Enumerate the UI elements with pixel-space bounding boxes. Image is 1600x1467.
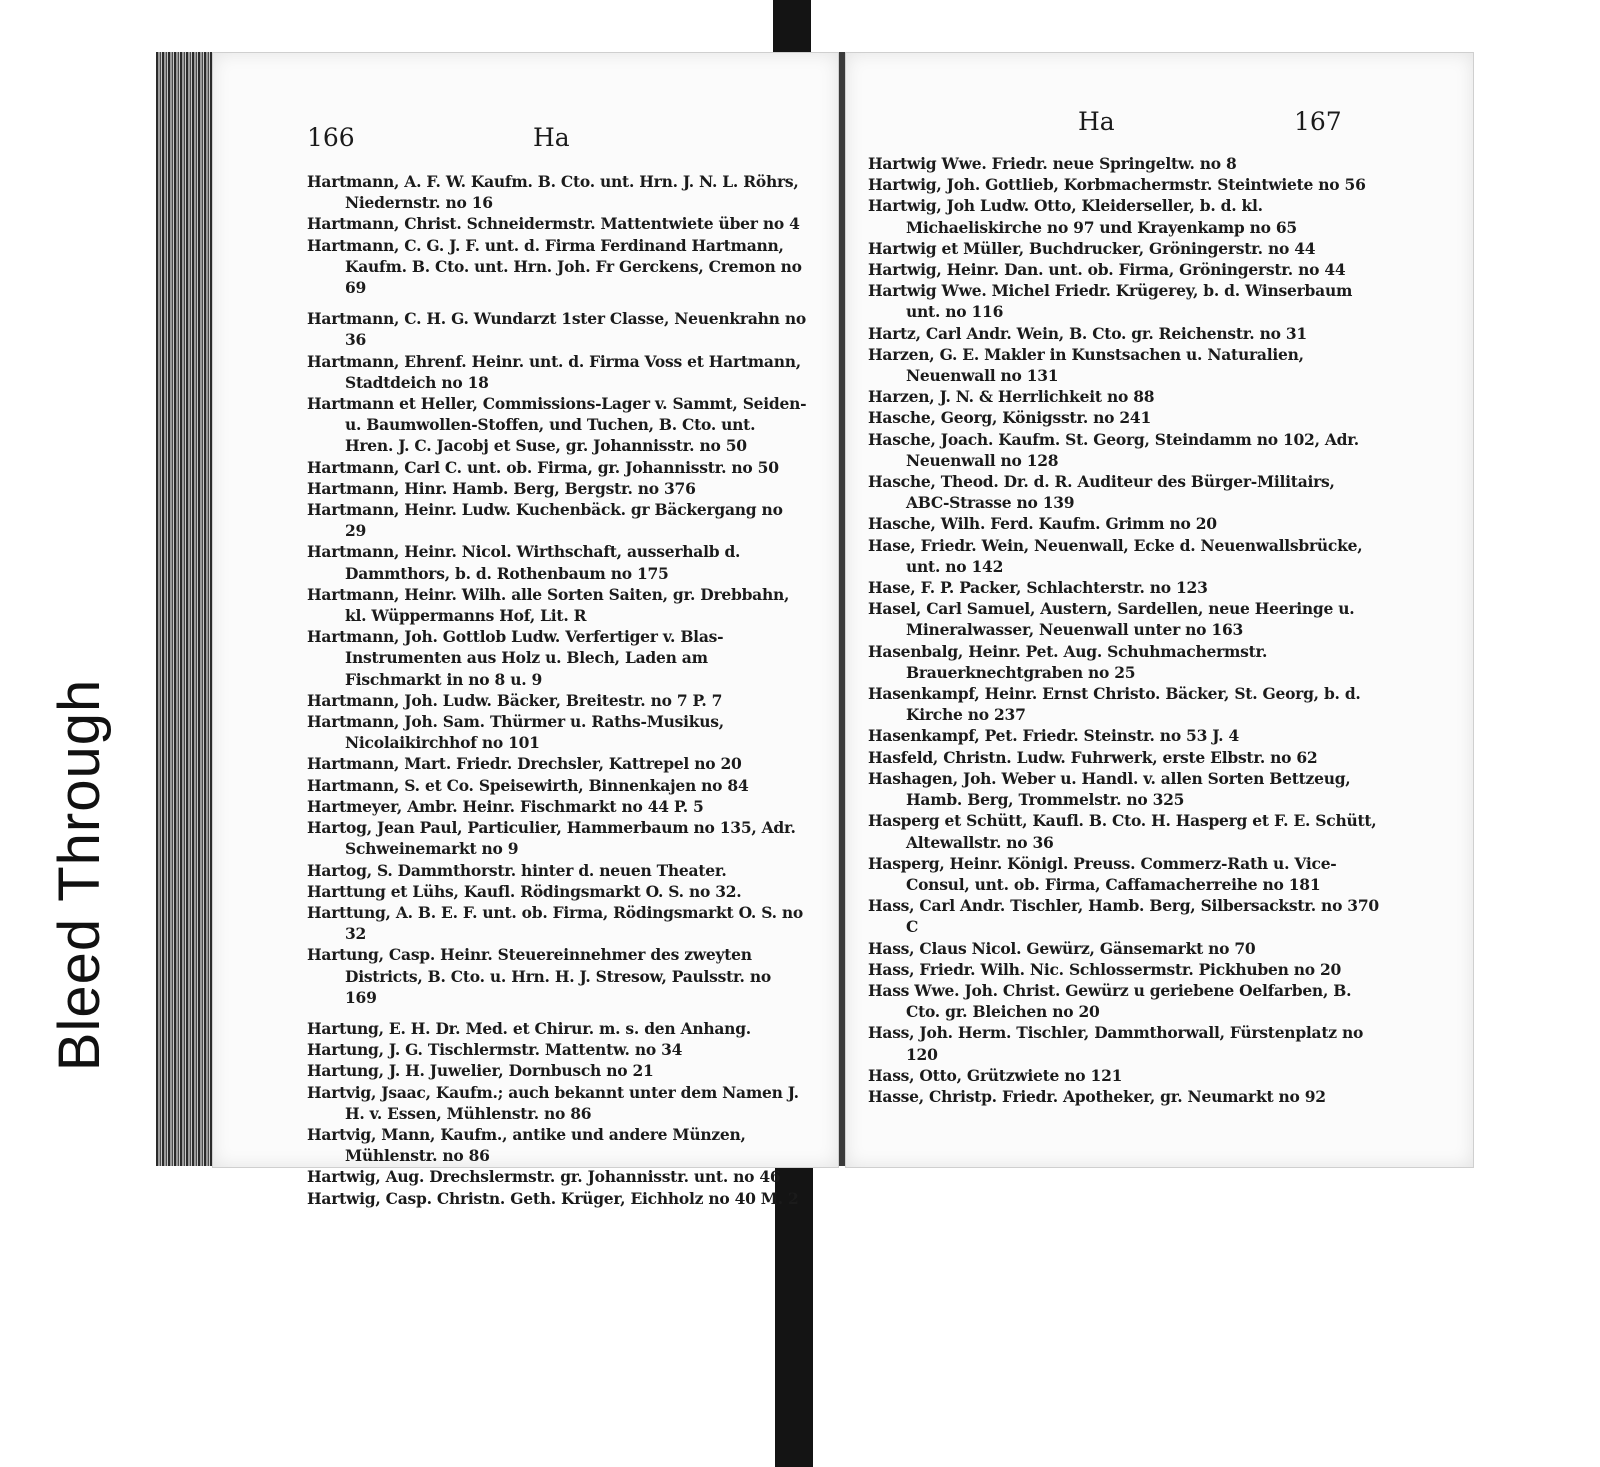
- right-entry-list: [868, 153, 1380, 1107]
- directory-entry: Hartwig, Joh Ludw. Otto, Kleiderseller, b. d. kl. Michaeliskirche no 97 und Krayenkamp no 65: [868, 196, 1297, 237]
- directory-entry: Hartmann, Heinr. Wilh. alle Sorten Saiten, gr. Drebbahn, kl. Wüppermanns Hof, Lit. R: [307, 584, 790, 626]
- directory-entry: Hasel, Carl Samuel, Austern, Sardellen, neue Heeringe u. Mineralwasser, Neuenwall unter no 163: [868, 599, 1355, 640]
- directory-entry: Hartmann, Hinr. Hamb. Berg, Bergstr. no 376: [307, 478, 696, 498]
- left-running-head: Ha: [533, 123, 570, 152]
- directory-entry: Hartwig Wwe. Friedr. neue Springeltw. no 8: [868, 154, 1237, 173]
- soiled-document-label: [0, 63, 4, 583]
- directory-entry: Harttung, A. B. E. F. unt. ob. Firma, Rödingsmarkt O. S. no 32: [307, 902, 804, 944]
- directory-entry: Hartmann, A. F. W. Kaufm. B. Cto. unt. Hrn. J. N. L. Röhrs, Niedernstr. no 16: [307, 172, 799, 213]
- directory-entry: Hass, Otto, Grützwiete no 121: [868, 1065, 1123, 1085]
- directory-entry: Hartmann, Ehrenf. Heinr. unt. d. Firma Voss et Hartmann, Stadtdeich no 18: [307, 351, 801, 392]
- directory-entry: Hartmann, C. H. G. Wundarzt 1ster Classe, Neuenkrahn no 36: [307, 309, 806, 350]
- directory-entry: Hartmann et Heller, Commissions-Lager v. Sammt, Seiden- u. Baumwollen-Stoffen, und Tuchen, B. Cto. unt. Hren. J. C. Jacobj et Suse, gr. Johannisstr. no 50: [307, 394, 807, 456]
- directory-entry: Hartmann, Joh. Ludw. Bäcker, Breitestr. no 7 P. 7: [307, 690, 723, 710]
- directory-entry: Hartwig et Müller, Buchdrucker, Gröningerstr. no 44: [868, 238, 1316, 258]
- directory-entry: Hartmann, Joh. Gottlob Ludw. Verfertiger v. Blas-Instrumenten aus Holz u. Blech, Laden am Fischmarkt in no 8 u. 9: [307, 627, 724, 689]
- directory-entry: Hass, Claus Nicol. Gewürz, Gänsemarkt no 70: [868, 938, 1256, 958]
- directory-entry: Hase, F. P. Packer, Schlachterstr. no 123: [868, 578, 1208, 598]
- directory-entry: Hartvig, Mann, Kaufm., antike und andere Münzen, Mühlenstr. no 86: [307, 1124, 746, 1166]
- directory-entry: Hasenkampf, Heinr. Ernst Christo. Bäcker, St. Georg, b. d. Kirche no 237: [868, 684, 1361, 725]
- directory-entry: Hasperg et Schütt, Kaufl. B. Cto. H. Hasperg et F. E. Schütt, Altewallstr. no 36: [868, 811, 1377, 852]
- directory-entry: Harzen, G. E. Makler in Kunstsachen u. Naturalien, Neuenwall no 131: [868, 344, 1304, 386]
- left-page-number: 166: [307, 123, 355, 152]
- right-running-head: Ha: [1078, 107, 1115, 136]
- directory-entry: Hasche, Joach. Kaufm. St. Georg, Steindamm no 102, Adr. Neuenwall no 128: [868, 429, 1359, 470]
- directory-entry: Hartmann, Carl C. unt. ob. Firma, gr. Johannisstr. no 50: [307, 457, 779, 477]
- directory-entry: Hass, Joh. Herm. Tischler, Dammthorwall, Fürstenplatz no 120: [868, 1023, 1364, 1064]
- directory-entry: Hashagen, Joh. Weber u. Handl. v. allen Sorten Bettzeug, Hamb. Berg, Trommelstr. no 325: [868, 768, 1351, 810]
- directory-entry: Hass Wwe. Joh. Christ. Gewürz u geriebene Oelfarben, B. Cto. gr. Bleichen no 20: [868, 980, 1352, 1022]
- bleed-through-label: Bleed Through: [37, 375, 123, 1375]
- right-page: [845, 52, 1474, 1168]
- directory-entry: Hartwig, Casp. Christn. Geth. Krüger, Eichholz no 40 M. 2: [307, 1188, 799, 1208]
- book-page-edges: [156, 52, 212, 1166]
- directory-entry: Hartmann, Christ. Schneidermstr. Mattentwiete über no 4: [307, 214, 800, 234]
- bottom-binding-strip: [775, 1166, 813, 1467]
- directory-entry: Hase, Friedr. Wein, Neuenwall, Ecke d. Neuenwallsbrücke, unt. no 142: [868, 535, 1363, 576]
- directory-entry: Hartwig, Aug. Drechslermstr. gr. Johannisstr. unt. no 46: [307, 1167, 781, 1187]
- right-page-number: 167: [1294, 107, 1342, 136]
- directory-entry: Hasenkampf, Pet. Friedr. Steinstr. no 53 J. 4: [868, 726, 1239, 746]
- directory-entry: Hartog, Jean Paul, Particulier, Hammerbaum no 135, Adr. Schweinemarkt no 9: [307, 818, 796, 859]
- directory-entry: Hartwig Wwe. Michel Friedr. Krügerey, b. d. Winserbaum unt. no 116: [868, 281, 1353, 322]
- directory-entry: Hartz, Carl Andr. Wein, B. Cto. gr. Reichenstr. no 31: [868, 323, 1307, 343]
- directory-entry: Hartvig, Jsaac, Kaufm.; auch bekannt unter dem Namen J. H. v. Essen, Mühlenstr. no 86: [307, 1082, 799, 1123]
- directory-entry: Hasperg, Heinr. Königl. Preuss. Commerz-Rath u. Vice-Consul, unt. ob. Firma, Caffamacherreihe no 181: [868, 853, 1337, 894]
- directory-entry: Hartmann, Heinr. Ludw. Kuchenbäck. gr Bäckergang no 29: [307, 500, 783, 541]
- directory-entry: Hartmeyer, Ambr. Heinr. Fischmarkt no 44 P. 5: [307, 796, 704, 816]
- directory-entry: Hasse, Christp. Friedr. Apotheker, gr. Neumarkt no 92: [868, 1086, 1326, 1106]
- directory-entry: Hasenbalg, Heinr. Pet. Aug. Schuhmachermstr. Brauerknechtgraben no 25: [868, 641, 1268, 682]
- directory-entry: Harttung et Lühs, Kaufl. Rödingsmarkt O. S. no 32.: [307, 881, 742, 901]
- left-entry-list: [307, 171, 807, 1209]
- directory-entry: Hartung, E. H. Dr. Med. et Chirur. m. s. den Anhang.: [307, 1018, 751, 1038]
- directory-entry: Hartmann, Joh. Sam. Thürmer u. Raths-Musikus, Nicolaikirchhof no 101: [307, 712, 724, 753]
- directory-entry: Hasche, Wilh. Ferd. Kaufm. Grimm no 20: [868, 514, 1217, 534]
- left-page: [212, 52, 839, 1208]
- directory-entry: Hartog, S. Dammthorstr. hinter d. neuen Theater.: [307, 860, 727, 880]
- directory-entry: Hartung, J. H. Juwelier, Dornbusch no 21: [307, 1061, 654, 1081]
- directory-entry: Hasche, Theod. Dr. d. R. Auditeur des Bürger-Militairs, ABC-Strasse no 139: [868, 472, 1335, 513]
- directory-entry: Hartung, J. G. Tischlermstr. Mattentw. no 34: [307, 1040, 683, 1060]
- directory-entry: Hasche, Georg, Königsstr. no 241: [868, 408, 1151, 428]
- directory-entry: Hartwig, Heinr. Dan. unt. ob. Firma, Gröningerstr. no 44: [868, 260, 1346, 280]
- directory-entry: Hartmann, C. G. J. F. unt. d. Firma Ferdinand Hartmann, Kaufm. B. Cto. unt. Hrn. Joh. Fr Gerckens, Cremon no 69: [307, 235, 802, 298]
- directory-entry: Hartwig, Joh. Gottlieb, Korbmachermstr. Steintwiete no 56: [868, 175, 1366, 195]
- directory-entry: Hartmann, Mart. Friedr. Drechsler, Kattrepel no 20: [307, 754, 742, 774]
- directory-entry: Hasfeld, Christn. Ludw. Fuhrwerk, erste Elbstr. no 62: [868, 747, 1318, 767]
- top-binding-strip: [773, 0, 811, 54]
- directory-entry: Hartmann, Heinr. Nicol. Wirthschaft, ausserhalb d. Dammthors, b. d. Rothenbaum no 175: [307, 542, 741, 583]
- directory-entry: Hartung, Casp. Heinr. Steuereinnehmer des zweyten Districts, B. Cto. u. Hrn. H. J. Stresow, Paulsstr. no 169: [307, 945, 771, 1007]
- directory-entry: Hass, Friedr. Wilh. Nic. Schlossermstr. Pickhuben no 20: [868, 959, 1342, 979]
- directory-entry: Hass, Carl Andr. Tischler, Hamb. Berg, Silbersackstr. no 370 C: [868, 896, 1379, 937]
- directory-entry: Hartmann, S. et Co. Speisewirth, Binnenkajen no 84: [307, 775, 749, 795]
- directory-entry: Harzen, J. N. & Herrlichkeit no 88: [868, 387, 1155, 407]
